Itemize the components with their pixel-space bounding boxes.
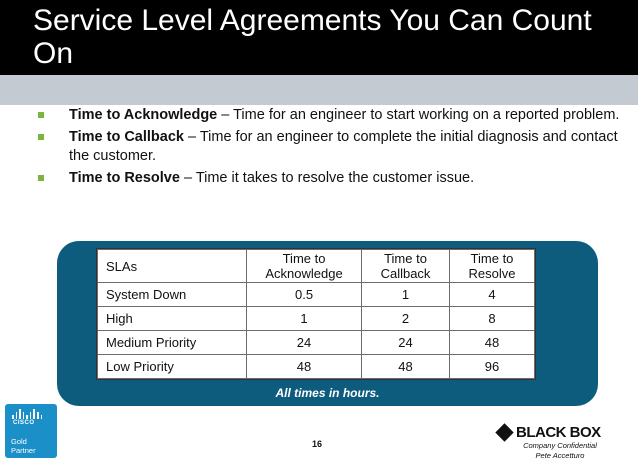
cisco-brand: CISCO	[13, 420, 35, 426]
table-row	[98, 283, 535, 307]
confidential-note	[510, 441, 610, 461]
black-box-diamond-icon	[495, 423, 513, 441]
bullet-text: – Time it takes to resolve the customer issue.	[179, 170, 475, 186]
bullet-text: – Time for an engineer to start working on a reported problem.	[217, 107, 620, 123]
table-cell: 48	[362, 355, 450, 379]
table-cell: 48	[449, 331, 534, 355]
black-box-logo-text: BLACK BOX	[516, 424, 601, 441]
table-row	[98, 307, 535, 331]
column-header: Time to Acknowledge	[247, 250, 362, 283]
table-cell: 48	[247, 355, 362, 379]
table-row	[98, 331, 535, 355]
table-cell: Low Priority	[98, 355, 247, 379]
bullet-marker-icon	[38, 112, 44, 118]
table-cell: 1	[362, 283, 450, 307]
cisco-badge-line2: Partner	[11, 446, 36, 455]
cisco-bars-icon	[12, 409, 42, 419]
table-footnote: All times in hours.	[275, 386, 380, 400]
title-underbar	[0, 75, 638, 105]
author-name: Pete Accetturo	[535, 451, 585, 460]
table-cell: 4	[449, 283, 534, 307]
column-header: Time to Resolve	[449, 250, 534, 283]
black-box-logo	[498, 424, 608, 440]
bullet-item	[38, 169, 628, 188]
slide-title: Service Level Agreements You Can Count On	[33, 4, 592, 70]
table-cell: System Down	[98, 283, 247, 307]
table-cell: 96	[449, 355, 534, 379]
table-header-row	[98, 250, 535, 283]
page-number: 16	[312, 439, 323, 449]
table-cell: 2	[362, 307, 450, 331]
table-cell: 1	[247, 307, 362, 331]
bullet-item	[38, 106, 628, 125]
cisco-gold-partner-badge	[5, 404, 57, 458]
column-header: Time to Callback	[362, 250, 450, 283]
table-cell: 0.5	[247, 283, 362, 307]
title-bar	[0, 0, 638, 75]
bullet-term: Time to Resolve	[69, 170, 180, 186]
bullet-term: Time to Acknowledge	[69, 107, 218, 123]
bullet-item	[38, 128, 628, 166]
table-cell: 24	[247, 331, 362, 355]
bullet-marker-icon	[38, 175, 44, 181]
table-cell: Medium Priority	[98, 331, 247, 355]
column-header: SLAs	[98, 250, 247, 283]
table-cell: 8	[449, 307, 534, 331]
table-row	[98, 355, 535, 379]
table-cell: 24	[362, 331, 450, 355]
bullet-term: Time to Callback	[69, 129, 184, 145]
sla-table	[97, 249, 535, 379]
cisco-badge-line1: Gold	[11, 437, 27, 446]
table-cell: High	[98, 307, 247, 331]
bullet-marker-icon	[38, 134, 44, 140]
bullet-text: – Time for an engineer to complete the initial diagnosis and contact the customer.	[69, 129, 618, 164]
bullet-list	[38, 106, 628, 191]
confidential-label: Company Confidential	[523, 441, 597, 450]
